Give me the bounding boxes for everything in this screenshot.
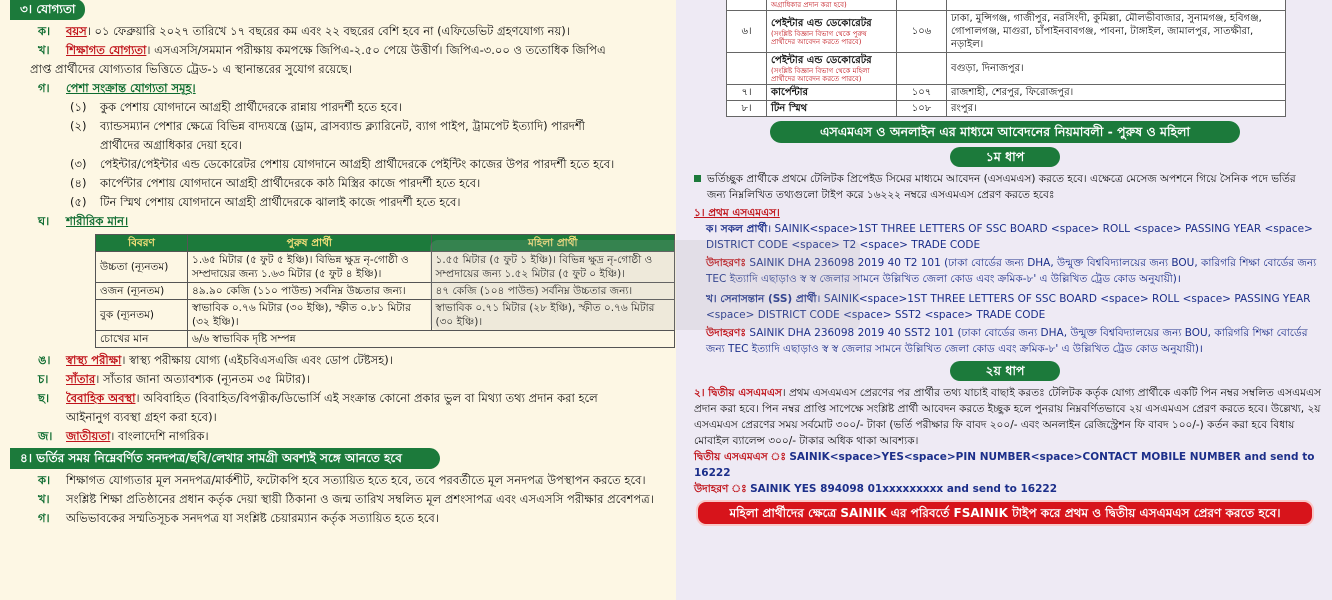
table-row [727, 53, 1286, 85]
example-3 [694, 481, 1324, 497]
table-cell [767, 101, 897, 117]
health-text [66, 351, 393, 370]
item-number: (৩) [70, 157, 87, 171]
list-item [70, 174, 668, 193]
table-cell [727, 53, 767, 85]
example-label: উদাহরণঃ [706, 327, 746, 339]
education-label: শিক্ষাগত যোগ্যতা [66, 43, 147, 57]
trade-qual-label: পেশা সংক্রান্ত যোগ্যতা সমূহ। [66, 81, 196, 95]
swimming-row [10, 370, 668, 389]
trade-qual-row [10, 79, 668, 98]
table-cell: ওজন (ন্যূনতম) [96, 283, 188, 300]
table-cell [767, 0, 897, 11]
item-mark: জ। [38, 429, 53, 443]
example-text: SAINIK DHA 236098 2019 40 SST2 101 (ঢাকা বোর্ডের জন্য DHA, উন্মুক্ত বিশ্ববিদ্যালয়ের জন্য BOU, কারিগরি শিক্ষা বোর্ডের জন্য TEC ইত্যাদি এছাড়াও স্ব স্ব জেলার সামনে উল্লিখিত জেলা কোড এবং ক্রমিক-৮' এ উল্লিখিত ট্রেড কোড অনুযায়ী)। [706, 327, 1308, 355]
table-cell: ১০৭ [897, 85, 947, 101]
table-cell: ১০৮ [897, 101, 947, 117]
marital-desc-cont: আইনানুগ ব্যবস্থা গ্রহণ করা হবে)। [66, 410, 217, 424]
documents-list [10, 471, 668, 528]
item-number: (৪) [70, 176, 87, 190]
item-number: (১) [70, 100, 87, 114]
table-cell: ১.৫৫ মিটার (৫ ফুট ১ ইঞ্চি)। বিভিন্ন ক্ষুদ্র নৃ-গোষ্ঠী ও সম্প্রদায়ের জন্য ১.৫২ মিটার (৫ ফুট ০ ইঞ্চি)। [431, 252, 675, 283]
bullet-square-icon [694, 175, 701, 182]
item-mark: ছ। [38, 391, 50, 405]
age-desc: । ০১ ফেব্রুয়ারি ২০২৭ তারিখে ১৭ বছরের কম এবং ২২ বছরের বেশি হবে না (এফিডেভিট গ্রহণযোগ্য নয়)। [86, 24, 570, 38]
item-mark: গ। [38, 511, 50, 525]
table-cell: চোখের মান [96, 331, 188, 348]
female-applicant-notice: মহিলা প্রার্থীদের ক্ষেত্রে SAINIK এর পরিবর্তে FSAINIK টাইপ করে প্রথম ও দ্বিতীয় এসএমএস প্রেরণ করতে হবে। [696, 500, 1314, 526]
education-text [66, 41, 606, 60]
table-row [727, 101, 1286, 117]
item-mark: ঘ। [38, 214, 50, 228]
health-label: স্বাস্থ্য পরীক্ষা [66, 353, 122, 367]
list-item [70, 193, 668, 212]
list-item [70, 117, 668, 136]
marital-label: বৈবাহিক অবস্থা [66, 391, 136, 405]
table-cell: ৬। [727, 11, 767, 53]
physical-standards-table [95, 234, 675, 348]
age-row [10, 22, 668, 41]
table-cell: ১০৬ [897, 11, 947, 53]
table-row [727, 85, 1286, 101]
education-desc: । এসএসসি/সমমান পরীক্ষায় কমপক্ষে জিপিএ-২.৫০ পেয়ে উত্তীর্ণ। জিপিএ-৩.০০ ও ততোধিক জিপিএ [146, 43, 606, 57]
trade-name: পেইন্টার এন্ড ডেকোরেটর [771, 55, 872, 66]
item-mark: ক। [38, 473, 51, 487]
first-sms-all [686, 221, 1324, 357]
step-1-pill: ১ম ধাপ [950, 147, 1060, 167]
trade-note: (সংশ্লিষ্ট বিজ্ঞান বিভাগ থেকে পুরুষ প্রার্থীদের আবেদন করতে পারবে) [771, 30, 867, 46]
section-3-label: ৩। যোগ্যতা [20, 2, 76, 16]
item-text: ব্যান্ডসম্যান পেশার ক্ষেত্রে বিভিন্ন বাদ্যযন্ত্রে (ড্রাম, ব্রাসব্যান্ড ক্ল্যারিনেট, ব্যাগ পাইপ, ট্রামপেট ইত্যাদি) পারদর্শী [100, 119, 585, 133]
physical-row [10, 212, 668, 231]
table-cell: রংপুর। [947, 101, 1286, 117]
swimming-desc: । সাঁতার জানা অত্যাবশ্যক (ন্যূনতম ৩৫ মিটার)। [95, 372, 310, 386]
list-item [70, 136, 668, 155]
second-sms-format-text: SAINIK<space>YES<space>PIN NUMBER<space>CONTACT MOBILE NUMBER and send to 16222 [694, 451, 1315, 479]
second-sms-label: ২। দ্বিতীয় এসএমএস [694, 387, 782, 399]
second-sms-desc [694, 385, 1324, 449]
table-cell: ১.৬৫ মিটার (৫ ফুট ৫ ইঞ্চি)। বিভিন্ন ক্ষুদ্র নৃ-গোষ্ঠী ও সম্প্রদায়ের জন্য ১.৬৩ মিটার (৫ ফুট ৪ ইঞ্চি)। [188, 252, 432, 283]
example-text: SAINIK YES 894098 01xxxxxxxxx and send to 16222 [750, 483, 1058, 495]
age-text [66, 22, 570, 41]
table-cell: বগুড়া, দিনাজপুর। [947, 53, 1286, 85]
intro-text: ভর্তিচ্ছুক প্রার্থীকে প্রথমে টেলিটক প্রিপেইড সিমের মাধ্যমে আবেদন (এসএমএস) করতে হবে। এক্ষেত্রে মেসেজ অপশনে গিয়ে সৈনিক পদে ভর্তির [707, 173, 1296, 185]
table-row [96, 300, 675, 331]
nationality-desc: । বাংলাদেশি নাগরিক। [110, 429, 209, 443]
ss-format [706, 291, 1324, 323]
table-header-row [96, 235, 675, 252]
marital-text [66, 389, 598, 408]
physical-label: শারীরিক মান। [66, 214, 129, 228]
right-column [676, 0, 1332, 600]
item-text: পেইন্টার/পেইন্টার এন্ড ডেকোরেটর পেশায় যোগদানে আগ্রহী প্রার্থীদেরকে পেইন্টিং কাজের উপর পারদর্শী হতে হবে। [100, 157, 615, 171]
step-1-intro [686, 171, 1324, 203]
trade-name: টিন স্মিথ [771, 103, 808, 114]
table-header: বিবরণ [96, 235, 188, 252]
health-desc: । স্বাস্থ্য পরীক্ষায় যোগ্য (এইচবিএসএজি এবং ডোপ টেষ্টসহ)। [121, 353, 393, 367]
table-cell: ৭। [727, 85, 767, 101]
all-label: ক। সকল প্রার্থী [706, 223, 768, 235]
list-item [70, 98, 668, 117]
table-row [727, 0, 1286, 11]
second-sms-block [686, 385, 1324, 497]
table-cell: ৪৭ কেজি (১০৪ পাউন্ড) সর্বনিম্ন উচ্চতার জন্য। [431, 283, 675, 300]
table-cell [897, 0, 947, 11]
item-mark: চ। [38, 372, 49, 386]
table-cell [767, 53, 897, 85]
item-mark: খ। [38, 492, 50, 506]
item-text: কুক পেশায় যোগদানে আগ্রহী প্রার্থীদেরকে রান্নায় পারদর্শী হতে হবে। [100, 100, 402, 114]
second-sms-format [694, 449, 1324, 481]
ss-format-text: । SAINIK<space>1ST THREE LETTERS OF SSC BOARD <space> ROLL <space> PASSING YEAR <space> DISTRICT CODE <space> SST2 <space> TRADE CODE [706, 293, 1311, 321]
trade-name: পেইন্টার এন্ড ডেকোরেটর [771, 18, 872, 29]
ss-label: খ। সেনাসন্তান (SS) প্রার্থী [706, 293, 817, 305]
table-cell: স্বাভাবিক ০.৭১ মিটার (২৮ ইঞ্চি), স্ফীত ০.৭৬ মিটার (৩০ ইঞ্চি)। [431, 300, 675, 331]
example-text: SAINIK DHA 236098 2019 40 T2 101 (ঢাকা বোর্ডের জন্য DHA, উন্মুক্ত বিশ্ববিদ্যালয়ের জন্য BOU, কারিগরি শিক্ষা বোর্ডের জন্য TEC ইত্যাদি এছাড়াও স্ব স্ব জেলার সামনে উল্লিখিত জেলা কোড এবং ক্রমিক-৮' এ উল্লিখিত ট্রেড কোড অনুযায়ী)। [706, 257, 1317, 285]
item-mark: গ। [38, 81, 50, 95]
intro-line: জন্য নিম্নলিখিত তথ্যগুলো টাইপ করে ১৬২২২ নম্বরে এসএমএস প্রেরণ করতে হবেঃ [707, 189, 1055, 201]
item-mark: ঙ। [38, 353, 51, 367]
nationality-text [66, 427, 209, 446]
all-format-text: । SAINIK<space>1ST THREE LETTERS OF SSC BOARD <space> ROLL <space> PASSING YEAR <space> DISTRICT CODE <space> T2 <space> TRADE CODE [706, 223, 1313, 251]
item-text: শিক্ষাগত যোগ্যতার মূল সনদপত্র/মার্কশীট, ফটোকপি হবে সত্যায়িত হতে হবে, তবে পরবর্তীতে মূল সনদপত্র উপস্থাপন করতে হবে। [66, 473, 646, 487]
intro-line [694, 171, 1324, 187]
item-text: অভিভাবকের সম্মতিসূচক সনদপত্র যা সংশ্লিষ্ট চেয়ারম্যান কর্তৃক সত্যায়িত হতে হবে। [66, 511, 439, 525]
table-row [96, 331, 675, 348]
table-row [96, 252, 675, 283]
table-header: মহিলা প্রার্থী [431, 235, 675, 252]
section-4-heading [10, 448, 440, 469]
swimming-label: সাঁতার [66, 372, 96, 386]
table-row [727, 11, 1286, 53]
nationality-row [10, 427, 668, 446]
table-cell [897, 53, 947, 85]
example-2 [706, 325, 1324, 357]
table-cell: ৬/৬ স্বাভাবিক দৃষ্টি সম্পন্ন [188, 331, 675, 348]
item-text: টিন স্মিথ পেশায় যোগদানে আগ্রহী প্রার্থীদেরকে ঝালাই কাজে পারদর্শী হতে হবে। [100, 195, 461, 209]
nationality-label: জাতীয়তা [66, 429, 111, 443]
second-sms-format-label: দ্বিতীয় এসএমএস ঃ [694, 451, 786, 463]
table-cell: ৪৯.৯০ কেজি (১১০ পাউন্ড) সর্বনিম্ন উচ্চতার জন্য। [188, 283, 432, 300]
first-sms-label: ১। প্রথম এসএমএস। [694, 207, 780, 219]
list-item [38, 490, 668, 509]
example-label: উদাহরণ ঃ [694, 483, 747, 495]
table-cell: ঢাকা, মুন্সিগঞ্জ, গাজীপুর, নরসিংদী, কুমিল্লা, মৌলভীবাজার, সুনামগঞ্জ, হবিগঞ্জ, গোপালগঞ্জ, মাগুরা, চাঁপাইনবাবগঞ্জ, পাবনা, টাঙ্গাইল, জামালপুর, সাতক্ষীরা, নড়াইল। [947, 11, 1286, 53]
marital-row [10, 389, 668, 408]
education-desc-cont: প্রাপ্ত প্রার্থীদের যোগ্যতার ভিত্তিতে ট্রেড-১ এ স্থানান্তরের সুযোগ রয়েছে। [30, 62, 352, 76]
table-cell: উচ্চতা (ন্যূনতম) [96, 252, 188, 283]
trade-note: (সংশ্লিষ্ট বিজ্ঞান বিভাগ থেকে মহিলা প্রার্থীদের আবেদন করতে পারবে) [771, 67, 870, 83]
table-cell [947, 0, 1286, 11]
section-3-heading [10, 0, 85, 20]
item-text: কার্পেন্টার পেশায় যোগদানে আগ্রহী প্রার্থীদেরকে কাঠ মিস্ত্রির কাজে পারদর্শী হতে হবে। [100, 176, 481, 190]
example-1 [706, 255, 1324, 287]
item-text: প্রার্থীদের অগ্রাধিকার দেয়া হবে। [100, 138, 242, 152]
education-row [10, 41, 668, 60]
swimming-text [66, 370, 310, 389]
all-format [706, 221, 1324, 253]
item-number: (২) [70, 119, 87, 133]
sms-rules-banner: এসএমএস ও অনলাইন এর মাধ্যমে আবেদনের নিয়মাবলী - পুরুষ ও মহিলা [770, 121, 1240, 143]
table-cell: ৮। [727, 101, 767, 117]
item-text: সংশ্লিষ্ট শিক্ষা প্রতিষ্ঠানের প্রধান কর্তৃক দেয়া স্থায়ী ঠিকানা ও জন্ম তারিখ সম্বলিত মূল প্রশংসাপত্র এবং এসএসসি পরীক্ষার প্রবেশপত্র। [66, 492, 654, 506]
list-item [38, 471, 668, 490]
step-2-pill: ২য় ধাপ [950, 361, 1060, 381]
table-cell: বুক (ন্যূনতম) [96, 300, 188, 331]
table-cell [727, 0, 767, 11]
item-number: (৫) [70, 195, 87, 209]
table-row [96, 283, 675, 300]
marital-desc: । অবিবাহিত (বিবাহিত/বিপত্নীক/ডিভোর্সি এই সংক্রান্ত কোনো প্রকার ভুল বা মিথ্যা তথ্য প্রদান করা হলে [135, 391, 598, 405]
trade-qual-list [10, 98, 668, 212]
list-item [70, 155, 668, 174]
item-mark: খ। [38, 43, 50, 57]
example-label: উদাহরণঃ [706, 257, 746, 269]
trade-name: কার্পেন্টার [771, 87, 808, 98]
table-cell: স্বাভাবিক ০.৭৬ মিটার (৩০ ইঞ্চি), স্ফীত ০.৮১ মিটার (৩২ ইঞ্চি)। [188, 300, 432, 331]
trade-note: অগ্রাধিকার প্রদান করা হবে) [771, 1, 847, 9]
table-cell [767, 11, 897, 53]
table-cell: রাজশাহী, শেরপুর, ফিরোজপুর। [947, 85, 1286, 101]
age-label: বয়স [66, 24, 87, 38]
list-item [38, 509, 668, 528]
trade-table [726, 0, 1286, 117]
table-cell [767, 85, 897, 101]
second-sms-text: । প্রথম এসএমএস প্রেরণের পর প্রার্থীর তথ্য যাচাই বাছাই করতঃ টেলিটক কর্তৃক যোগ্য প্রার্থীকে একটি পিন নম্বর সম্বলিত এসএমএস প্রদান করা হবে। পিন নম্বর প্রাপ্তি সাপেক্ষে সংশ্লিষ্ট প্রার্থী আবেদন করতে ইচ্ছুক হলে পুনরায় নিম্নবর্ণিতভাবে ২য় এসএমএস প্রেরণ করতে হবে। উল্লেখ্য, ২য় এসএমএস প্রেরণের সময় সর্বমোট ৩০০/- টাকা (ভর্তি পরীক্ষার ফি বাবদ ২০০/- এবং অনলাইন রেজিস্ট্রেশন ফি বাবদ ১০০/-) কর্তন করা হবে বিধায় মোবাইল ব্যালেন্স ৩০০/- টাকার অধিক থাকা আবশ্যক। [694, 387, 1321, 447]
section-4-label: ৪। ভর্তির সময় নিম্নেবর্ণিত সনদপত্র/ছবি/লেখার সামগ্রী অবশ্যই সঙ্গে আনতে হবে [20, 451, 402, 465]
table-header: পুরুষ প্রার্থী [188, 235, 432, 252]
item-mark: ক। [38, 24, 51, 38]
health-row [10, 351, 668, 370]
